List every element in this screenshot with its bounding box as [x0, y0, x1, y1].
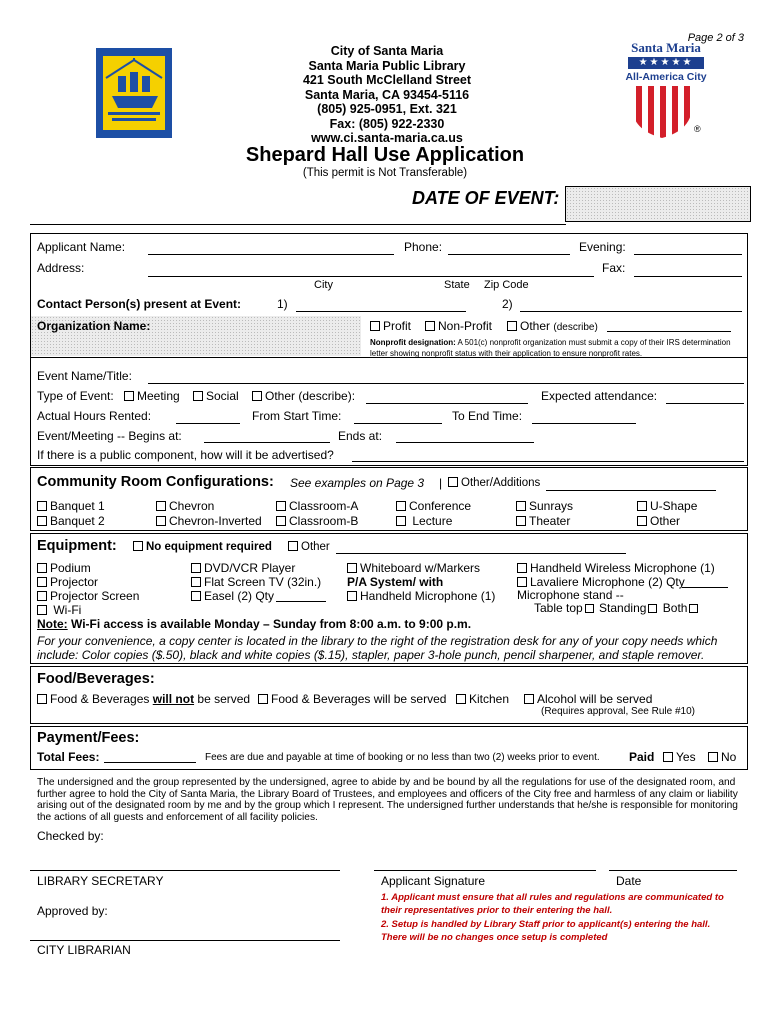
- pa-system-label: P/A System/ with: [347, 575, 444, 589]
- room-config-title: Community Room Configurations:: [37, 474, 274, 490]
- room-config-separator: |: [439, 476, 443, 490]
- checkbox-icon[interactable]: [37, 577, 47, 587]
- equip-easel[interactable]: Easel (2) Qty: [191, 589, 274, 603]
- library-logo: [96, 48, 172, 138]
- checkbox-icon[interactable]: [425, 321, 435, 331]
- state-label: State: [444, 279, 470, 291]
- checkbox-icon[interactable]: [124, 391, 134, 401]
- paid-label: Paid: [629, 750, 655, 764]
- equip-wifi[interactable]: Wi-Fi: [37, 603, 81, 617]
- easel-qty-field[interactable]: [276, 601, 326, 602]
- begins-field[interactable]: [204, 442, 330, 443]
- event-type-other[interactable]: Other (describe):: [252, 389, 355, 403]
- header-line: (805) 925-0951, Ext. 321: [317, 102, 457, 116]
- hours-field[interactable]: [176, 423, 240, 424]
- checked-by-label: Checked by:: [37, 829, 104, 843]
- equip-wireless-mic[interactable]: Handheld Wireless Microphone (1): [517, 561, 715, 575]
- checkbox-icon[interactable]: [585, 604, 594, 613]
- checkbox-icon[interactable]: [396, 516, 406, 526]
- checkbox-icon[interactable]: [191, 591, 201, 601]
- checkbox-icon[interactable]: [448, 477, 458, 487]
- applicant-signature-label: Applicant Signature: [381, 874, 486, 888]
- attendance-label: Expected attendance:: [541, 389, 658, 403]
- mic-stand-options: Table top Standing Both: [534, 601, 700, 615]
- applicant-name-field[interactable]: [148, 254, 394, 255]
- header-line: Santa Maria, CA 93454-5116: [304, 87, 470, 102]
- checkbox-icon[interactable]: [276, 516, 286, 526]
- event-other-field[interactable]: [366, 403, 528, 404]
- public-component-label: If there is a public component, how will it be advertised?: [37, 448, 334, 462]
- checkbox-icon[interactable]: [396, 501, 406, 511]
- event-name-label: Event Name/Title:: [37, 369, 132, 383]
- fax-label: Fax:: [602, 261, 626, 275]
- equip-projector-screen[interactable]: Projector Screen: [37, 589, 139, 603]
- room-chevron[interactable]: Chevron: [156, 499, 214, 513]
- flag-stripes-icon: [632, 86, 692, 138]
- food-served-option[interactable]: Food & Beverages will be served: [258, 692, 446, 706]
- checkbox-icon[interactable]: [370, 321, 380, 331]
- lavaliere-qty-field[interactable]: [682, 587, 728, 588]
- badge-bottom: All-America City: [625, 71, 707, 83]
- alcohol-approval-note: (Requires approval, See Rule #10): [541, 706, 695, 717]
- checkbox-icon[interactable]: [689, 604, 698, 613]
- librarian-signature-line[interactable]: [30, 940, 340, 941]
- checkbox-icon[interactable]: [133, 541, 143, 551]
- hours-label: Actual Hours Rented:: [37, 409, 152, 423]
- checkbox-icon[interactable]: [37, 694, 47, 704]
- checkbox-icon[interactable]: [258, 694, 268, 704]
- header-line: Santa Maria Public Library: [308, 58, 466, 73]
- room-classroom-b[interactable]: Classroom-B: [276, 514, 358, 528]
- checkbox-icon[interactable]: [516, 501, 526, 511]
- contact-label: Contact Person(s) present at Event:: [37, 297, 242, 311]
- contact-2-field[interactable]: [520, 311, 742, 312]
- equipment-title: Equipment:: [37, 538, 117, 554]
- copy-center-note: For your convenience, a copy center is located in the library to the right of the registration desk for any of your copy needs which include: Color copies ($.50), black and white copies ($.15), stapler, paper 3-hole punch, pencil sharpener, and staple remover.: [37, 634, 718, 662]
- total-fees-field[interactable]: [104, 762, 196, 763]
- org-other-option[interactable]: Other (describe): [507, 319, 598, 333]
- phone-field[interactable]: [448, 254, 570, 255]
- event-type-label: Type of Event:: [37, 389, 114, 403]
- checkbox-icon[interactable]: [156, 501, 166, 511]
- room-classroom-a[interactable]: Classroom-A: [276, 499, 358, 513]
- checkbox-icon[interactable]: [193, 391, 203, 401]
- page-number: Page 2 of 3: [687, 32, 744, 44]
- library-secretary-label: LIBRARY SECRETARY: [37, 874, 164, 888]
- checkbox-icon[interactable]: [516, 516, 526, 526]
- equip-podium[interactable]: Podium: [37, 561, 91, 575]
- city-librarian-label: CITY LIBRARIAN: [37, 943, 131, 957]
- start-time-field[interactable]: [354, 423, 442, 424]
- contact-2-label: 2): [502, 297, 513, 311]
- checkbox-icon[interactable]: [156, 516, 166, 526]
- all-america-badge: [624, 40, 708, 140]
- evening-label: Evening:: [579, 240, 626, 254]
- applicant-signature-line[interactable]: [374, 870, 596, 871]
- checkbox-icon[interactable]: [347, 563, 357, 573]
- kitchen-option[interactable]: Kitchen: [456, 692, 509, 706]
- zip-label: Zip Code: [484, 279, 529, 291]
- checkbox-icon[interactable]: [37, 605, 47, 615]
- room-conference[interactable]: Conference: [396, 499, 471, 513]
- ends-label: Ends at:: [338, 429, 383, 443]
- date-line[interactable]: [609, 870, 737, 871]
- checkbox-icon[interactable]: [517, 577, 527, 587]
- header-line: Fax: (805) 922-2330: [329, 116, 445, 131]
- applicant-name-label: Applicant Name:: [37, 240, 126, 254]
- equip-whiteboard[interactable]: Whiteboard w/Markers: [347, 561, 480, 575]
- checkbox-icon[interactable]: [507, 321, 517, 331]
- organization-name-label: Organization Name:: [37, 319, 151, 333]
- equipment-other-option[interactable]: Other: [288, 541, 330, 553]
- room-theater[interactable]: Theater: [516, 514, 570, 528]
- nonprofit-note: Nonprofit designation: A 501(c) nonprofit organization must submit a copy of their IRS determination letter showing nonprofit status with their application to ensure nonprofit rates.: [370, 338, 731, 358]
- checkbox-icon[interactable]: [276, 501, 286, 511]
- equip-handheld-mic[interactable]: Handheld Microphone (1): [347, 589, 495, 603]
- page-title: Shepard Hall Use Application: [245, 144, 525, 166]
- checkbox-icon[interactable]: [663, 752, 673, 762]
- checkbox-icon[interactable]: [637, 501, 647, 511]
- fees-due-note: Fees are due and payable at time of booking or no less than two (2) weeks prior to event.: [205, 752, 600, 763]
- food-title: Food/Beverages:: [37, 671, 155, 687]
- org-nonprofit-option[interactable]: Non-Profit: [425, 319, 492, 333]
- room-other[interactable]: Other: [637, 514, 680, 528]
- event-type-social[interactable]: Social: [193, 389, 239, 403]
- evening-phone-field[interactable]: [634, 254, 742, 255]
- room-config-see: See examples on Page 3: [290, 476, 425, 490]
- address-label: Address:: [37, 261, 85, 275]
- checkbox-icon[interactable]: [347, 591, 357, 601]
- room-chevron-inverted[interactable]: Chevron-Inverted: [156, 514, 262, 528]
- header-line: 421 South McClelland Street: [302, 73, 472, 87]
- approved-by-label: Approved by:: [37, 904, 108, 918]
- equip-projector[interactable]: Projector: [37, 575, 98, 589]
- room-u-shape[interactable]: U-Shape: [637, 499, 697, 513]
- room-banquet-2[interactable]: Banquet 2: [37, 514, 105, 528]
- equip-dvd[interactable]: DVD/VCR Player: [191, 561, 295, 575]
- paid-no-option[interactable]: No: [708, 750, 736, 764]
- header-line: www.ci.santa-maria.ca.us: [311, 131, 463, 145]
- address-field[interactable]: [148, 276, 594, 277]
- room-other-additions[interactable]: Other/Additions: [448, 477, 540, 489]
- room-other-field[interactable]: [546, 490, 716, 491]
- end-time-label: To End Time:: [452, 409, 523, 423]
- checkbox-icon[interactable]: [252, 391, 262, 401]
- payment-title: Payment/Fees:: [37, 730, 140, 746]
- org-profit-option[interactable]: Profit: [370, 319, 411, 333]
- page-subtitle: (This permit is Not Transferable): [302, 167, 468, 179]
- header-rule: [30, 224, 566, 225]
- checkbox-icon[interactable]: [517, 563, 527, 573]
- wifi-note: Note: Wi-Fi access is available Monday – Sunday from 8:00 a.m. to 9:00 p.m.: [37, 617, 472, 631]
- header-line: City of Santa Maria: [330, 44, 444, 58]
- ship-logo-icon: [96, 48, 172, 138]
- phone-label: Phone:: [404, 240, 443, 254]
- food-not-served-option[interactable]: Food & Beverages will not be served: [37, 692, 250, 706]
- agreement-text: The undersigned and the group represented by the undersigned, agree to abide by and be bound by all the regulations for use of the designated room, and further agree to hold the City of Santa Maria, the Library Board of Trustees, and employees and officers of the City free and harmless of any claim or liability arising out of the designated room by me and by the group which I represent. The undersigned further understands that he/she is responsible for monitoring the actions of all guests and enforcement of all facility policies.: [37, 777, 738, 823]
- attendance-field[interactable]: [666, 403, 744, 404]
- contact-1-field[interactable]: [296, 311, 466, 312]
- equip-tv[interactable]: Flat Screen TV (32in.): [191, 575, 321, 589]
- checkbox-icon[interactable]: [37, 501, 47, 511]
- badge-top: Santa Maria: [631, 40, 701, 55]
- checkbox-icon[interactable]: [288, 541, 298, 551]
- rule-2-note: 2. Setup is handled by Library Staff prior to applicant(s) entering the hall. There will be no changes once setup is completed: [381, 919, 711, 943]
- date-of-event-field[interactable]: [565, 186, 751, 222]
- fax-field[interactable]: [634, 276, 742, 277]
- checkbox-icon[interactable]: [191, 577, 201, 587]
- room-lecture[interactable]: Lecture: [396, 514, 452, 528]
- header-address: [250, 44, 524, 146]
- checkbox-icon[interactable]: [37, 591, 47, 601]
- org-other-field[interactable]: [607, 331, 731, 332]
- equip-lavaliere-mic[interactable]: Lavaliere Microphone (2) Qty: [517, 575, 685, 589]
- rule-1-note: 1. Applicant must ensure that all rules and regulations are communicated to their representatives prior to their entering the hall.: [381, 892, 724, 916]
- room-sunrays[interactable]: Sunrays: [516, 499, 573, 513]
- badge-stars-icon: ★★★★★: [628, 57, 704, 69]
- checkbox-icon[interactable]: [708, 752, 718, 762]
- room-banquet-1[interactable]: Banquet 1: [37, 499, 105, 513]
- checkbox-icon[interactable]: [524, 694, 534, 704]
- badge-registered: ®: [694, 124, 701, 134]
- mic-stand-label: Microphone stand --: [517, 588, 624, 602]
- date-of-event-label: DATE OF EVENT:: [412, 188, 560, 208]
- checkbox-icon[interactable]: [456, 694, 466, 704]
- ends-field[interactable]: [396, 442, 534, 443]
- equipment-other-field[interactable]: [336, 553, 626, 554]
- end-time-field[interactable]: [532, 423, 636, 424]
- checkbox-icon[interactable]: [37, 516, 47, 526]
- date-label: Date: [616, 874, 642, 888]
- event-type-meeting[interactable]: Meeting: [124, 389, 180, 403]
- begins-label: Event/Meeting -- Begins at:: [37, 429, 182, 443]
- public-component-field[interactable]: [352, 461, 744, 462]
- alcohol-option[interactable]: Alcohol will be served: [524, 692, 652, 706]
- checkbox-icon[interactable]: [191, 563, 201, 573]
- secretary-signature-line[interactable]: [30, 870, 340, 871]
- contact-1-label: 1): [277, 297, 288, 311]
- divider: [30, 357, 748, 358]
- paid-yes-option[interactable]: Yes: [663, 750, 696, 764]
- event-name-field[interactable]: [148, 383, 744, 384]
- no-equipment-option[interactable]: No equipment required: [133, 541, 272, 553]
- city-label: City: [314, 279, 333, 291]
- checkbox-icon[interactable]: [37, 563, 47, 573]
- start-time-label: From Start Time:: [252, 409, 342, 423]
- checkbox-icon[interactable]: [637, 516, 647, 526]
- checkbox-icon[interactable]: [648, 604, 657, 613]
- total-fees-label: Total Fees:: [37, 750, 100, 764]
